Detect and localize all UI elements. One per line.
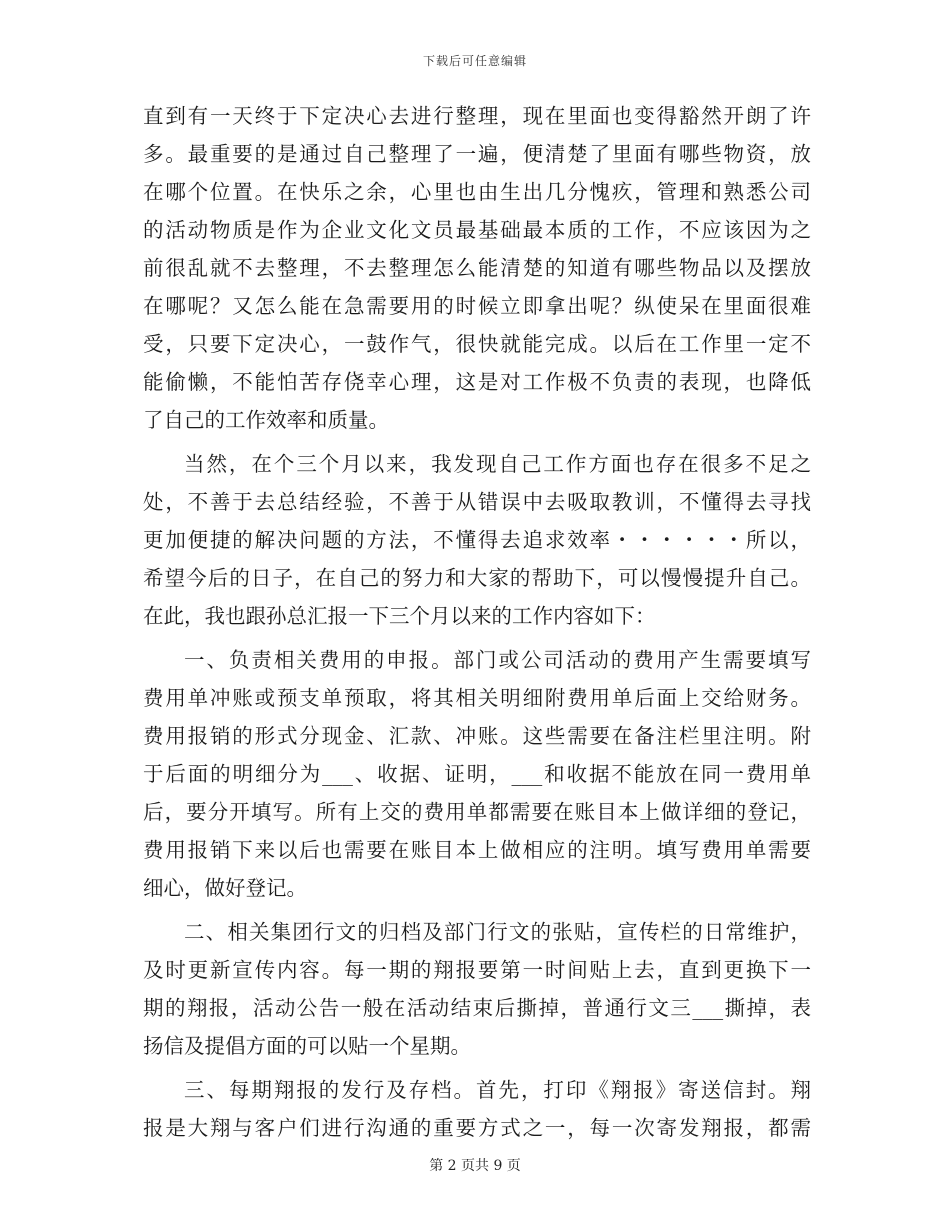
text-line: 期的翔报，活动公告一般在活动结束后撕掉，普通行文三___撕掉，表	[143, 996, 811, 1020]
text-line: 前很乱就不去整理，不去整理怎么能清楚的知道有哪些物品以及摆放	[143, 256, 811, 280]
text-line: 细心，做好登记。	[143, 876, 307, 900]
text-line: 扬信及提倡方面的可以贴一个星期。	[143, 1034, 471, 1058]
text-line: 在哪个位置。在快乐之余，心里也由生出几分愧疚，管理和熟悉公司	[143, 180, 811, 204]
paragraph	[143, 641, 811, 907]
text-line: 直到有一天终于下定决心去进行整理，现在里面也变得豁然开朗了许	[143, 104, 811, 128]
text-line: 在哪呢？又怎么能在急需要用的时候立即拿出呢？纵使呆在里面很难	[143, 294, 811, 318]
text-line: 在此，我也跟孙总汇报一下三个月以来的工作内容如下：	[143, 604, 656, 628]
text-line: 报是大翔与客户们进行沟通的重要方式之一，每一次寄发翔报，都需	[143, 1116, 811, 1140]
text-line: 当然，在个三个月以来，我发现自己工作方面也存在很多不足之	[184, 452, 811, 476]
text-line: 能偷懒，不能怕苦存侥幸心理，这是对工作极不负责的表现，也降低	[143, 370, 811, 394]
text-line: 费用报销下来以后也需要在账目本上做相应的注明。填写费用单需要	[143, 838, 811, 862]
text-line: 一、负责相关费用的申报。部门或公司活动的费用产生需要填写	[184, 648, 811, 672]
text-line: 多。最重要的是通过自己整理了一遍，便清楚了里面有哪些物资，放	[143, 142, 811, 166]
paragraph	[143, 445, 811, 635]
text-line: 于后面的明细分为___、收据、证明，___和收据不能放在同一费用单	[143, 762, 811, 786]
paragraph	[143, 97, 811, 439]
text-line: 三、每期翔报的发行及存档。首先，打印《翔报》寄送信封。翔	[184, 1078, 811, 1102]
text-line: 处，不善于去总结经验，不善于从错误中去吸取教训，不懂得去寻找	[143, 490, 811, 514]
text-line: 的活动物质是作为企业文化文员最基础最本质的工作，不应该因为之	[143, 218, 811, 242]
text-line: 受，只要下定决心，一鼓作气，很快就能完成。以后在工作里一定不	[143, 332, 811, 356]
text-line: 了自己的工作效率和质量。	[143, 408, 389, 432]
paragraph	[143, 913, 811, 1065]
text-line: 更加便捷的解决问题的方法，不懂得去追求效率・・・・・・所以，	[143, 528, 811, 552]
page-footer: 第 2 页共 9 页	[429, 1158, 521, 1174]
page-header: 下载后可任意编辑	[422, 54, 527, 68]
document-body	[143, 97, 811, 1147]
text-line: 后，要分开填写。所有上交的费用单都需要在账目本上做详细的登记，	[143, 800, 811, 824]
text-line: 费用报销的形式分现金、汇款、冲账。这些需要在备注栏里注明。附	[143, 724, 811, 748]
text-line: 费用单冲账或预支单预取，将其相关明细附费用单后面上交给财务。	[143, 686, 811, 710]
text-line: 二、相关集团行文的归档及部门行文的张贴，宣传栏的日常维护，	[184, 920, 811, 944]
paragraph	[143, 1071, 811, 1147]
text-line: 希望今后的日子，在自己的努力和大家的帮助下，可以慢慢提升自己。	[143, 566, 811, 590]
text-line: 及时更新宣传内容。每一期的翔报要第一时间贴上去，直到更换下一	[143, 958, 811, 982]
